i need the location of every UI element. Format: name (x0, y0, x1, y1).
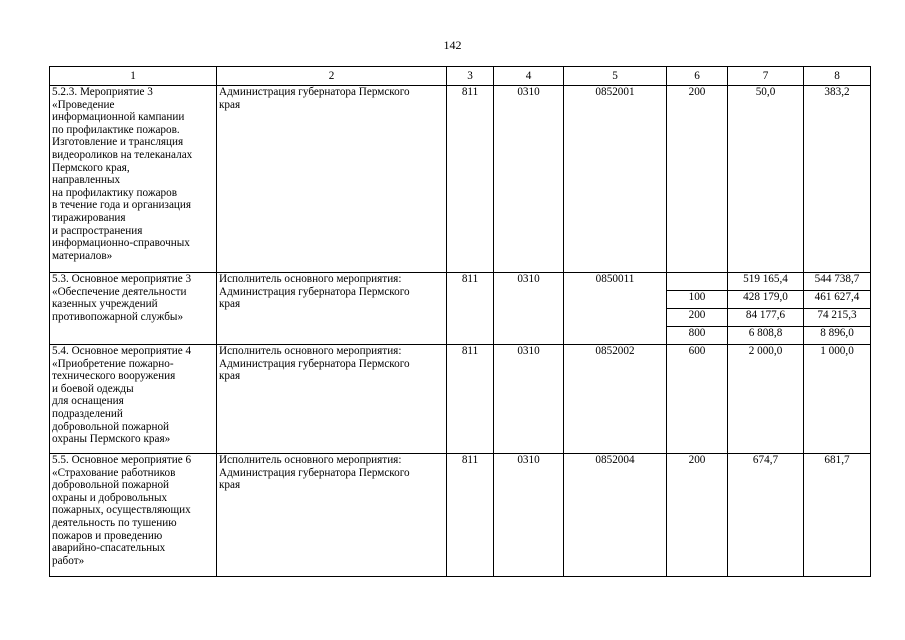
cell-col4: 0310 (494, 454, 564, 577)
header-cell: 2 (217, 67, 447, 86)
cell-col3: 811 (447, 86, 494, 273)
cell-col8: 1 000,0 (804, 345, 871, 454)
executor-cell (217, 345, 447, 454)
header-row (50, 67, 871, 86)
event-cell (50, 454, 217, 577)
cell-col7: 519 165,4 (728, 273, 804, 291)
event-text: 5.3. Основное мероприятие 3 «Обеспечение деятельности казенных учреждений противопожарной службы» (52, 273, 192, 323)
cell-col5: 0852004 (564, 454, 667, 577)
budget-table (49, 66, 871, 577)
header-cell: 7 (728, 67, 804, 86)
executor-text: Исполнитель основного мероприятия: Администрация губернатора Пермского края (219, 273, 410, 311)
table-row (50, 345, 871, 454)
cell-col6: 200 (667, 309, 728, 327)
event-cell (50, 345, 217, 454)
cell-col8: 681,7 (804, 454, 871, 577)
cell-col7: 6 808,8 (728, 327, 804, 345)
cell-col3: 811 (447, 454, 494, 577)
header-cell: 1 (50, 67, 217, 86)
cell-col8: 461 627,4 (804, 291, 871, 309)
cell-col6: 100 (667, 291, 728, 309)
cell-col4: 0310 (494, 273, 564, 345)
executor-text: Исполнитель основного мероприятия: Администрация губернатора Пермского края (219, 454, 410, 492)
cell-col6: 200 (667, 86, 728, 273)
cell-col6: 800 (667, 327, 728, 345)
cell-col6: 200 (667, 454, 728, 577)
cell-col6: 600 (667, 345, 728, 454)
event-text: 5.5. Основное мероприятие 6 «Страхование работников добровольной пожарной охраны и добровольных пожарных, осуществляющих деятельность по тушению пожаров и проведению аварийно-спасательных работ» (52, 454, 192, 567)
cell-col4: 0310 (494, 345, 564, 454)
executor-text: Администрация губернатора Пермского края (219, 86, 410, 111)
table-row (50, 273, 871, 291)
cell-col3: 811 (447, 345, 494, 454)
cell-col5: 0852002 (564, 345, 667, 454)
cell-col7: 428 179,0 (728, 291, 804, 309)
table-row (50, 454, 871, 577)
cell-col7: 674,7 (728, 454, 804, 577)
executor-cell (217, 454, 447, 577)
cell-col7: 84 177,6 (728, 309, 804, 327)
cell-col5: 0852001 (564, 86, 667, 273)
cell-col6 (667, 273, 728, 291)
cell-col8: 8 896,0 (804, 327, 871, 345)
cell-col3: 811 (447, 273, 494, 345)
header-cell: 4 (494, 67, 564, 86)
cell-col8: 74 215,3 (804, 309, 871, 327)
header-cell: 5 (564, 67, 667, 86)
event-text: 5.4. Основное мероприятие 4 «Приобретение пожарно- технического вооружения и боевой одежды для оснащения подразделений добровольной пожарной охраны Пермского края» (52, 345, 192, 446)
cell-col5: 0850011 (564, 273, 667, 345)
cell-col7: 50,0 (728, 86, 804, 273)
cell-col7: 2 000,0 (728, 345, 804, 454)
event-text: 5.2.3. Мероприятие 3 «Проведение информационной кампании по профилактике пожаров. Изготовление и трансляция видеороликов на телеканалах Пермского края, направленных на профилактику пожаров в течение года и организация тиражирования и распространения информационно-справочных материалов» (52, 86, 193, 262)
header-cell: 6 (667, 67, 728, 86)
event-cell (50, 86, 217, 273)
table-row (50, 86, 871, 273)
header-cell: 8 (804, 67, 871, 86)
executor-text: Исполнитель основного мероприятия: Администрация губернатора Пермского края (219, 345, 410, 383)
cell-col4: 0310 (494, 86, 564, 273)
executor-cell (217, 86, 447, 273)
page-number: 142 (443, 38, 462, 52)
event-cell (50, 273, 217, 345)
executor-cell (217, 273, 447, 345)
cell-col8: 544 738,7 (804, 273, 871, 291)
header-cell: 3 (447, 67, 494, 86)
cell-col8: 383,2 (804, 86, 871, 273)
